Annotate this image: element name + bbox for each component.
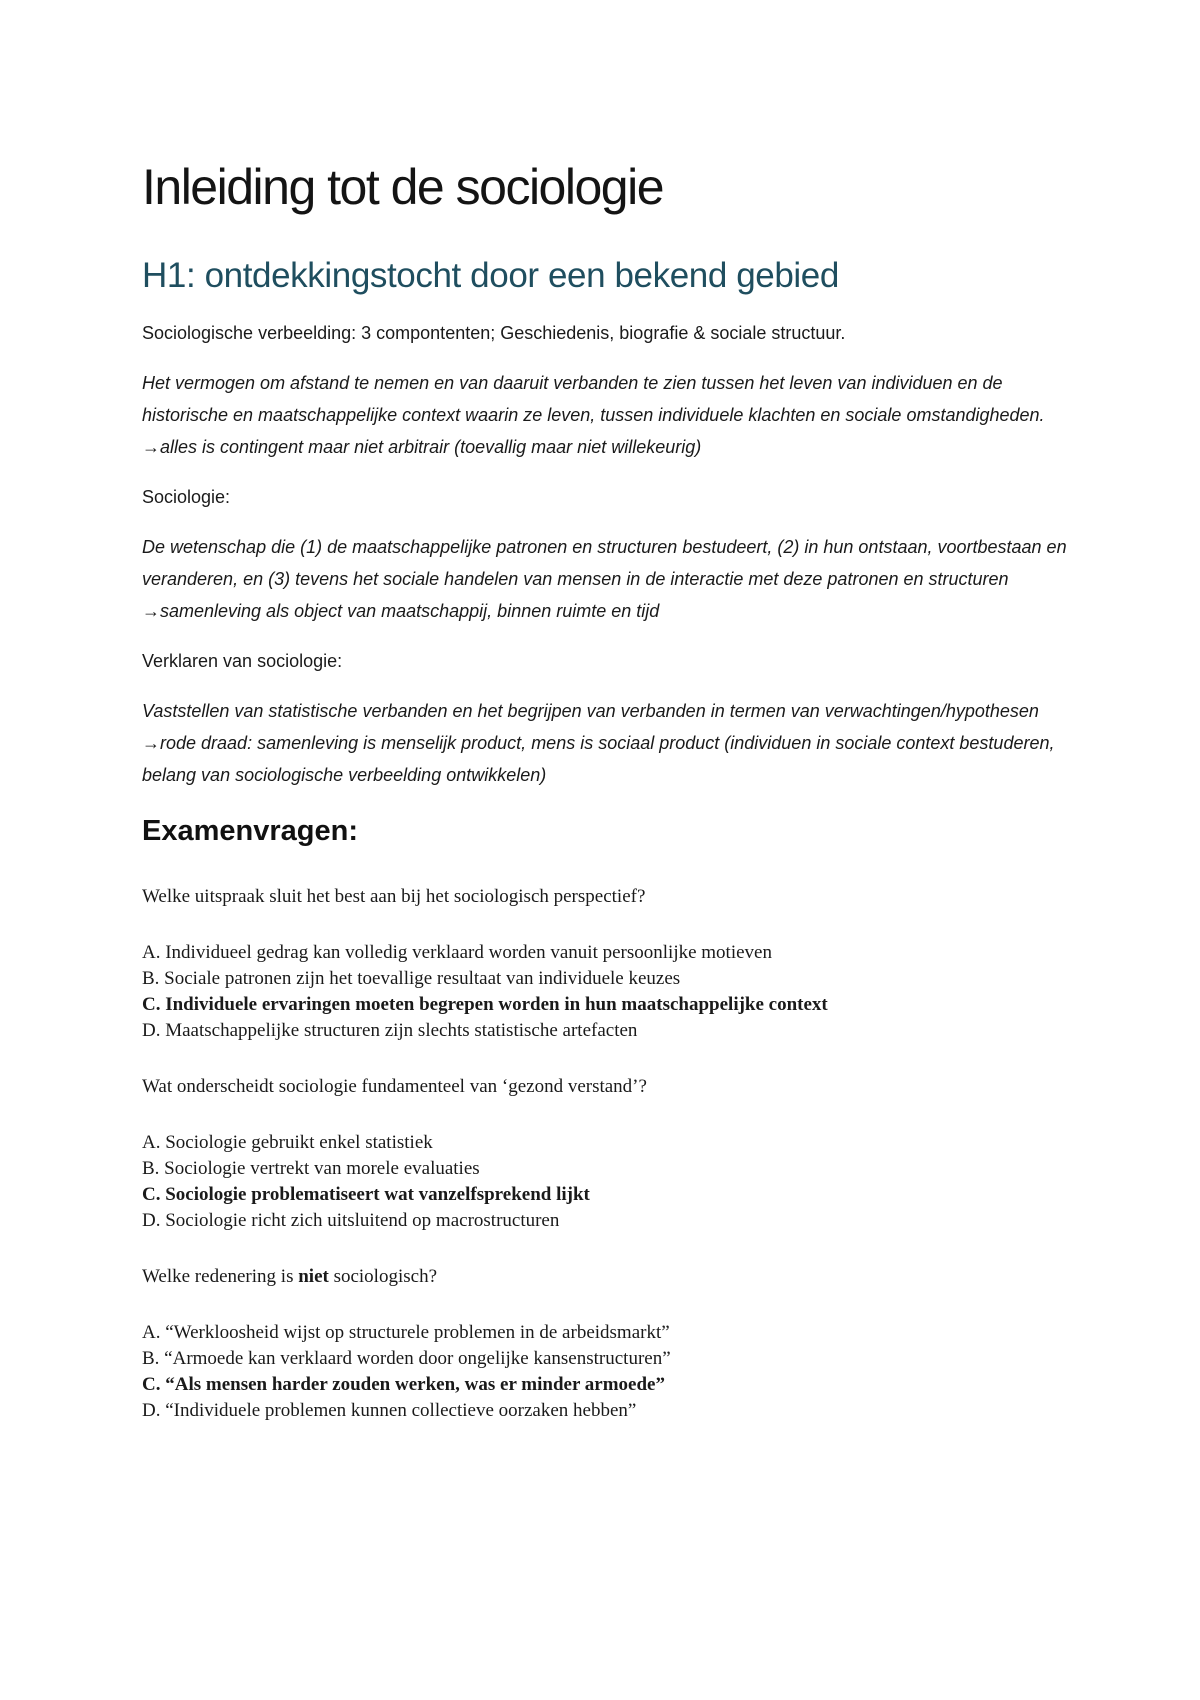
sociologie-definition-text: De wetenschap die (1) de maatschappelijke patronen en structuren bestudeert, (2) in hun ontstaan, voortbestaan en veranderen, en (3) tevens het sociale handelen van mensen in de interactie met deze patronen en structuren (142, 537, 1067, 589)
arrow-icon: → (142, 733, 160, 753)
answer-option: D. Sociologie richt zich uitsluitend op macrostructuren (142, 1210, 560, 1231)
question-emphasis: niet (298, 1266, 329, 1287)
exam-heading: Examenvragen: (142, 815, 358, 847)
verbeelding-definition-paragraph (142, 367, 1080, 463)
answer-option-correct: C. Individuele ervaringen moeten begrepen worden in hun maatschappelijke context (142, 994, 828, 1015)
answer-option: B. Sociale patronen zijn het toevallige resultaat van individuele keuzes (142, 968, 681, 989)
exam-question-3 (142, 1264, 1080, 1290)
question-text-start: Welke redenering is (142, 1266, 299, 1287)
arrow-icon: → (142, 437, 160, 457)
answer-option: A. Individueel gedrag kan volledig verklaard worden vanuit persoonlijke motieven (142, 942, 772, 963)
sociologie-definition-paragraph (142, 531, 1080, 627)
exam-question-1: Welke uitspraak sluit het best aan bij het sociologisch perspectief? (142, 886, 646, 907)
verbeelding-intro-paragraph: Sociologische verbeelding: 3 compontenten; Geschiedenis, biografie & sociale structuur. (142, 323, 846, 343)
verbeelding-arrow-text: alles is contingent maar niet arbitrair (toevallig maar niet willekeurig) (160, 437, 702, 457)
question-text-end: sociologisch? (328, 1266, 438, 1287)
verklaren-definition-paragraph (142, 695, 1080, 791)
arrow-icon: → (142, 601, 160, 621)
sociologie-arrow-text: samenleving als object van maatschappij, binnen ruimte en tijd (160, 601, 660, 621)
answer-option: B. Sociologie vertrekt van morele evaluaties (142, 1158, 480, 1179)
answer-option: D. Maatschappelijke structuren zijn slechts statistische artefacten (142, 1020, 638, 1041)
verklaren-definition-text: Vaststellen van statistische verbanden en het begrijpen van verbanden in termen van verwachtingen/hypothesen (142, 701, 1039, 721)
answer-option: A. “Werkloosheid wijst op structurele problemen in de arbeidsmarkt” (142, 1322, 670, 1343)
exam-question-1-options (142, 940, 1080, 1044)
answer-option: B. “Armoede kan verklaard worden door ongelijke kansenstructuren” (142, 1348, 671, 1369)
chapter-heading: H1: ontdekkingstocht door een bekend gebied (142, 256, 839, 295)
exam-question-2: Wat onderscheidt sociologie fundamenteel van ‘gezond verstand’? (142, 1076, 647, 1097)
answer-option-correct: C. “Als mensen harder zouden werken, was er minder armoede” (142, 1374, 665, 1395)
document-title: Inleiding tot de sociologie (142, 159, 663, 215)
answer-option-correct: C. Sociologie problematiseert wat vanzelfsprekend lijkt (142, 1184, 590, 1205)
verklaren-arrow-text: rode draad: samenleving is menselijk product, mens is sociaal product (individuen in sociale context bestuderen, belang van sociologische verbeelding ontwikkelen) (142, 733, 1055, 785)
exam-question-2-options (142, 1130, 1080, 1234)
verbeelding-definition-text: Het vermogen om afstand te nemen en van daaruit verbanden te zien tussen het leven van individuen en de historische en maatschappelijke context waarin ze leven, tussen individuele klachten en sociale omstandigheden. (142, 373, 1045, 425)
sociologie-label: Sociologie: (142, 487, 231, 507)
answer-option: D. “Individuele problemen kunnen collectieve oorzaken hebben” (142, 1400, 637, 1421)
exam-question-3-options (142, 1320, 1080, 1424)
verklaren-label: Verklaren van sociologie: (142, 651, 343, 671)
answer-option: A. Sociologie gebruikt enkel statistiek (142, 1132, 433, 1153)
